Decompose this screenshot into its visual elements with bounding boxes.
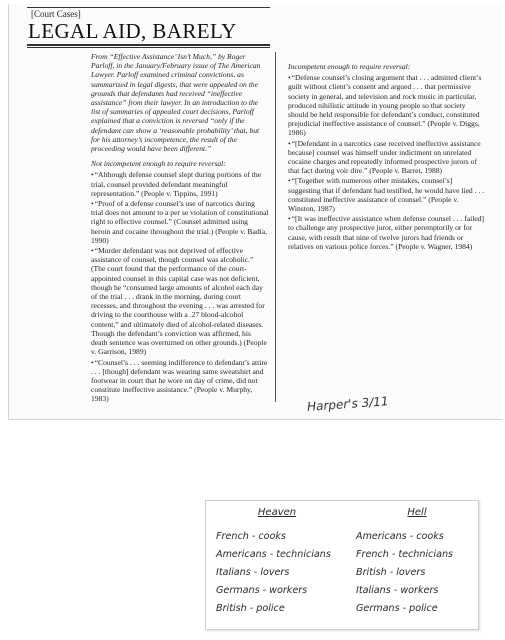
hell-row: Americans - cooks — [356, 531, 444, 542]
case-barret: • “[Defendant in a narcotics case received ineffective assistance because] counsel was himself under indictment on unrelated cocaine charges and repeatedly informed prospective jurors of that fact during voir dire.” (People v. Barret, 1988) — [288, 139, 486, 176]
left-column — [91, 52, 269, 405]
handwritten-source-note: Harper's 3/11 — [306, 394, 389, 414]
case-winston: • “[Together with numerous other mistakes, counsel’s] suggesting that if defendant had testified, he would have lied . . . constituted ineffective assistance of counsel.” (People v. Winston, 1987) — [288, 176, 486, 213]
headline-rule-thin — [27, 47, 270, 48]
column-divider — [275, 52, 276, 402]
hell-row: French - technicians — [356, 549, 454, 560]
left-subhead: Not incompetent enough to require reversal: — [91, 159, 226, 169]
intro-paragraph: From “Effective Assistance’ Isn’t Much,” by Roger Parloff, in the January/February issue of The American Lawyer. Parloff examined criminal convictions, as summarized in legal digests, that were appealed on the grounds that defendants had received “ineffective assistance” from their lawyer. In an introduction to the list of summaries of appealed court decisions, Parloff explained that a conviction is reversed “only if the defendant can show a ‘reasonable probability’ that, but for his attorney’s incompetence, the result of the proceeding would have been different.” — [91, 52, 261, 154]
section-tag: [Court Cases] — [31, 9, 81, 19]
right-column — [288, 62, 486, 252]
top-rule — [27, 7, 270, 8]
right-subhead: Incompetent enough to require reversal: — [288, 62, 411, 71]
heaven-column — [216, 507, 338, 618]
hell-row: British - lovers — [356, 567, 426, 578]
hell-row: Germans - police — [356, 603, 438, 614]
heaven-row: British - police — [216, 603, 285, 614]
hell-title: Hell — [407, 507, 427, 518]
headline: LEGAL AID, BARELY — [28, 19, 237, 43]
hell-row: Italians - workers — [356, 585, 439, 596]
magazine-clipping — [8, 4, 502, 420]
case-badia: • “Proof of a defense counsel’s use of narcotics during trial does not amount to a per se violation of constitutional right to effective counsel.” (Counsel admitted using heroin and cocaine throughout the trial.) (People v. Badia, 1990) — [91, 199, 269, 245]
case-tippins: • “Although defense counsel slept during portions of the trial, counsel provided defendant meaningful representation.” (People v. Tippins, 1991) — [91, 170, 269, 198]
hell-column — [356, 507, 478, 618]
case-diggs: • “Defense counsel’s closing argument that . . . admitted client’s guilt without client’s consent and argued . . . that permissive society in general, and television and rock music in particular, produced nihilistic attitude in young people so that society should be held responsible for defendant’s conduct, constituted prejudicial ineffective assistance of counsel.” (People v. Diggs, 1986) — [288, 73, 486, 137]
heaven-row: Germans - workers — [216, 585, 308, 596]
case-murphy: • “Counsel’s . . . seeming indifference to defendant’s attire . . . [though] defendant was wearing same sweatshirt and footwear in court that he wore on day of crime, did not constitute ineffective assistance.” (People v. Murphy, 1983) — [91, 358, 269, 404]
heaven-title: Heaven — [257, 507, 297, 518]
heaven-row: Italians - lovers — [216, 567, 290, 578]
handwritten-note-card — [205, 500, 479, 630]
heaven-row: Americans - technicians — [216, 549, 331, 560]
case-garrison: • “Murder defendant was not deprived of effective assistance of counsel, though counsel was alcoholic.” (The court found that the performance of the court-appointed counsel in this capital case was not deficient, though he “consumed large amounts of alcohol each day of the trial . . . drank in the morning, during court recesses, and throughout the evening . . . was arrested for driving to the courthouse with a .27 blood-alcohol content,” and ultimately died of alcohol-related diseases. Though the defendant’s conviction was affirmed, his death sentence was overturned on other grounds.) (People v. Garrison, 1989) — [91, 246, 269, 356]
heaven-row: French - cooks — [216, 531, 286, 542]
case-wagner: • “[It was ineffective assistance when defense counsel . . . failed] to challenge any prospective juror, either peremptorily or for cause, with result that nine of twelve jurors had friends or relatives on various police forces.” (People v. Wagner, 1984) — [288, 214, 486, 251]
headline-rule — [27, 44, 270, 46]
